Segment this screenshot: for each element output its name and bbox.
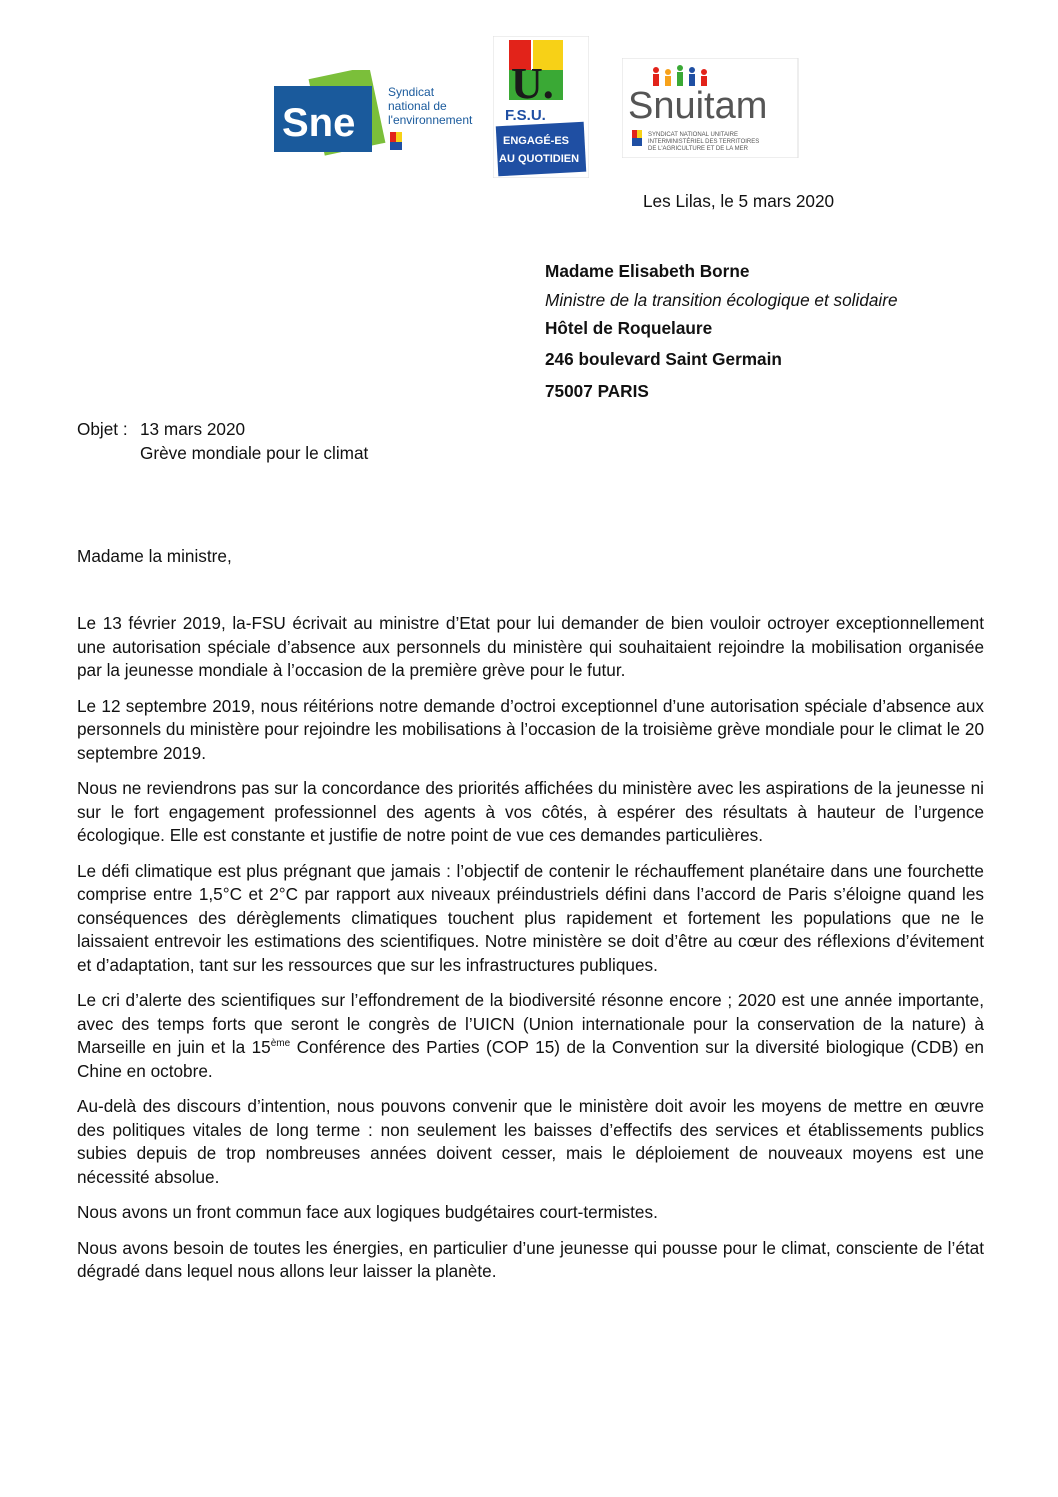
fsu-tagline-1: ENGAGÉ-ES [503, 135, 570, 147]
letter-body [77, 612, 984, 1296]
fsu-tagline-2: AU QUOTIDIEN [499, 153, 580, 165]
recipient-role: Ministre de la transition écologique et solidaire [545, 289, 898, 310]
recipient-city: 75007 PARIS [545, 380, 649, 401]
paragraph-8: Nous avons besoin de toutes les énergies, en particulier d’une jeunesse qui pousse pour le climat, consciente de l’état dégradé dans lequel nous allons leur laisser la planète. [77, 1237, 984, 1281]
paragraph-5 [77, 989, 984, 1083]
fsu-logo [493, 36, 589, 178]
paragraph-5-superscript: ème [270, 1038, 291, 1049]
sne-logo-graphic [274, 70, 474, 160]
paragraph-3: Nous ne reviendrons pas sur la concordance des priorités affichées du ministère avec les aspirations de la jeunesse ni sur le fort engagement professionnel des agents à vos côtés, à espérer des résultats à hauteur de l’urgence écologique. Elle est constante et justifie de notre point de vue ces demandes particulières. [77, 778, 984, 845]
snuitam-mark: Snuitam [628, 85, 768, 127]
paragraph-7: Nous avons un front commun face aux logiques budgétaires court-termistes. [77, 1202, 658, 1222]
snuitam-logo-graphic [622, 58, 800, 158]
fsu-logo-graphic [493, 36, 589, 178]
paragraph-5-before: Le cri d’alerte des scientifiques sur l’effondrement de la biodiversité résonne encore ; 2020 est une année importante, avec des temps forts que seront le congrès de l’UICN (Union internationale pour la conservation de la nature) à Marseille en juin et la 15 [77, 990, 984, 1057]
object-line-2: Grève mondiale pour le climat [140, 442, 369, 463]
sne-mark: Sne [282, 101, 356, 145]
salutation: Madame la ministre, [77, 546, 232, 566]
object-line-1: 13 mars 2020 [140, 419, 246, 439]
paragraph-1: Le 13 février 2019, la-FSU écrivait au ministre d’Etat pour lui demander de bien vouloir octroyer exceptionnellement une autorisation spéciale d’absence aux personnels du ministère qui souhaitaient rejoindre la mobilisation organisée par la jeunesse mondiale à l’occasion de la première grève pour le futur. [77, 613, 984, 680]
snuitam-line-3: DE L'AGRICULTURE ET DE LA MER [648, 146, 748, 152]
recipient-block [545, 256, 898, 407]
sne-line-2: national de [388, 99, 447, 113]
snuitam-logo [622, 58, 800, 158]
sne-line-1: Syndicat [388, 85, 435, 99]
place-date: Les Lilas, le 5 mars 2020 [643, 191, 835, 211]
recipient-name: Madame Elisabeth Borne [545, 261, 750, 281]
fsu-mark: U. [511, 59, 554, 108]
sne-line-3: l'environnement [388, 113, 473, 127]
snuitam-line-1: SYNDICAT NATIONAL UNITAIRE [648, 132, 739, 138]
paragraph-2: Le 12 septembre 2019, nous réitérions notre demande d’octroi exceptionnel d’une autorisation spéciale d’absence aux personnels du ministère pour rejoindre les mobilisations à l’occasion de la troisième grève mondiale pour le climat le 20 septembre 2019. [77, 695, 984, 763]
paragraph-5-after: Conférence des Parties (COP 15) de la Convention sur la diversité biologique (CDB) en Chine en octobre. [77, 1037, 984, 1081]
fsu-acronym: F.S.U. [505, 107, 546, 124]
object-block [77, 418, 368, 465]
sne-logo [274, 70, 474, 160]
paragraph-4: Le défi climatique est plus prégnant que jamais : l’objectif de contenir le réchauffement planétaire dans une fourchette comprise entre 1,5°C et 2°C par rapport aux niveaux préindustriels défini dans l’accord de Paris s’éloigne quand les conséquences des dérèglements climatiques touchent plus rapidement et fortement les populations que ne le laissaient entrevoir les estimations des scientifiques. Notre ministère se doit d’être au cœur des réflexions d’évitement et d’adaptation, tant sur les ressources que sur les infrastructures publiques. [77, 860, 984, 975]
paragraph-6: Au-delà des discours d’intention, nous pouvons convenir que le ministère doit avoir les moyens de mettre en œuvre des politiques vitales de long terme : non seulement les baisses d’effectifs des services et établissements publics subies depuis de trop nombreuses années doivent cesser, mais le déploiement de nouveaux moyens est une nécessité absolue. [77, 1096, 984, 1187]
recipient-building: Hôtel de Roquelaure [545, 317, 713, 338]
snuitam-line-2: INTERMINISTÉRIEL DES TERRITOIRES [648, 139, 760, 145]
recipient-street: 246 boulevard Saint Germain [545, 349, 782, 369]
object-label: Objet : [77, 419, 128, 439]
